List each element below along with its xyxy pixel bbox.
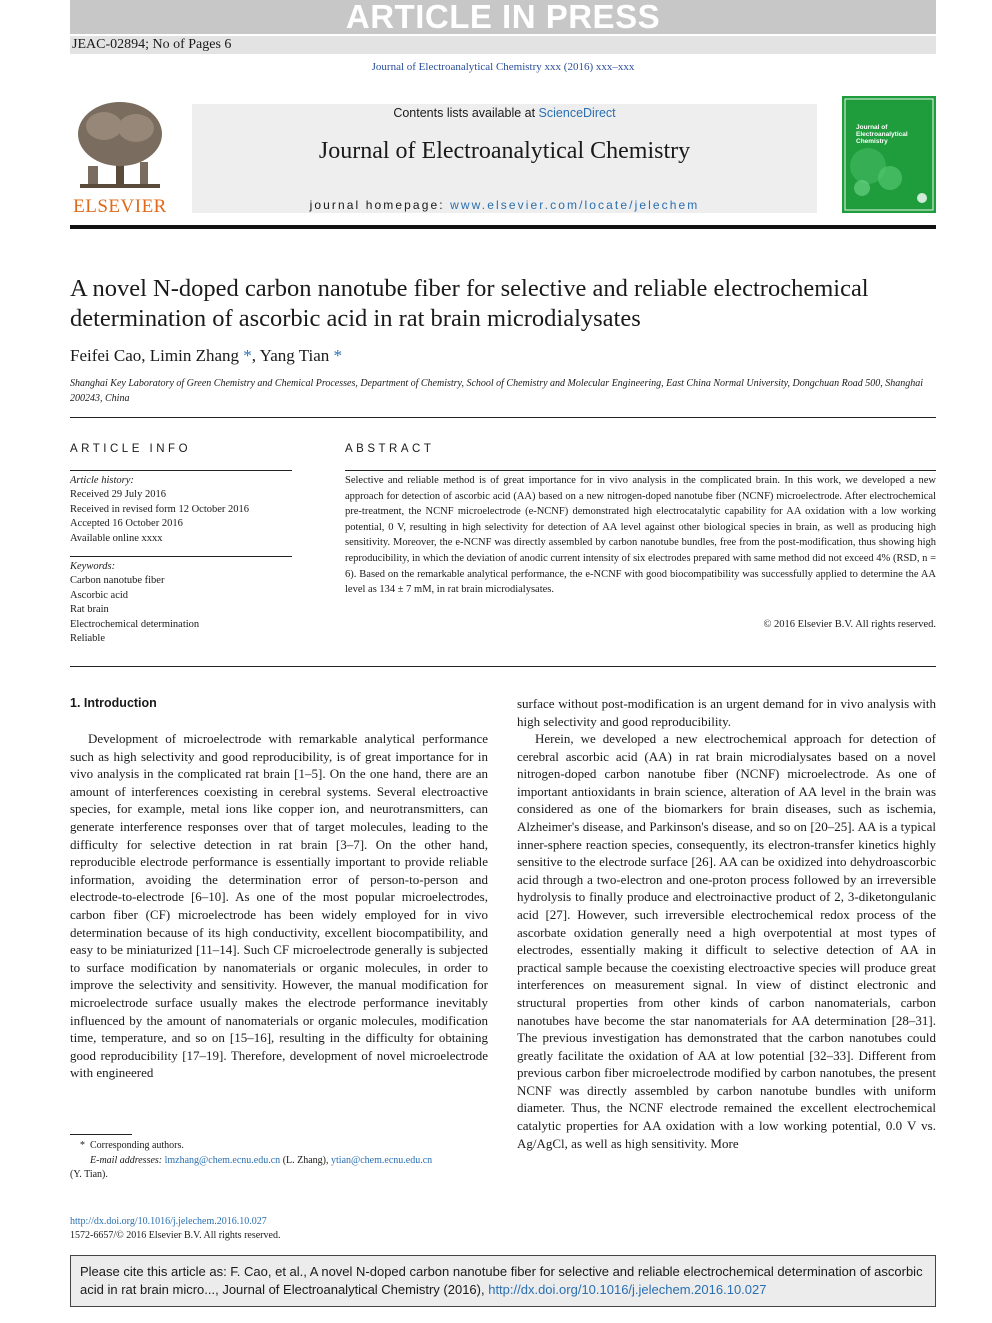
abstract-heading: ABSTRACT	[345, 443, 435, 455]
abstract-text: Selective and reliable method is of great importance for in vivo analysis in the complicated brain. In this work, we developed a new approach for detection of ascorbic acid (AA) based on a new nitrogen-doped nanotube fiber (NCNF) microelectrode. After electrochemical pre-treatment, the NCNF microelectrode (e-NCNF) demonstrated high electrocatalytic capability for AA oxidation with a low working potential, 0 V, resulting in high selectivity for detection of AA level against other biological species in brain, as well as producing high sensitivity. Moreover, the e-NCNF was directly assembled by carbon nanotube bundles, free from the post-modification, thus showing high reproducibility, in which the deviation of anodic current intensity of six electrodes prepared with same method did not exceed 4% (RSD, n = 6). Based on the remarkable analytical performance, the e-NCNF with good biocompatibility was successfully applied to determine the AA level as 134 ± 7 mM, in rat brain microdialysates.	[345, 475, 936, 596]
journal-homepage	[192, 198, 817, 212]
footnote-rule	[70, 1134, 132, 1135]
keyword: Ascorbic acid	[70, 589, 129, 601]
abstract-bottom-rule	[70, 666, 936, 667]
elsevier-wordmark: ELSEVIER	[73, 196, 167, 217]
article-info-heading: ARTICLE INFO	[70, 443, 192, 455]
article-title: A novel N-doped carbon nanotube fiber for selective and reliable electrochemical determination of ascorbic acid in rat brain microdialysates	[70, 275, 869, 332]
email-zhang-name: (L. Zhang),	[280, 1154, 332, 1166]
intro-right-paragraph-2: Herein, we developed a new electrochemical approach for detection of cerebral ascorbic acid (AA) in rat brain microdialysates based on a novel nitrogen-doped carbon nanotube fiber (NCNF) microelectrode. As one of important antioxidants in brain science, alteration of AA level in the brain was considered as one of the biomarkers for brain diseases, such as ischemia, Alzheimer's disease, and Parkinson's disease, and so on [20–25]. AA is a typical inner-sphere reaction species, consequently, its electron-transfer kinetics highly sensitive to the electrode surface [26]. AA can be oxidized into dehydroascorbic acid through a two-electron and one-proton process followed by an irreversible hydrolysis to finally produce and electroinactive product of 2, 3-diketongulanic acid [27]. However, such irreversible electrochemical redox process of the ascorbate oxidation generally need a high overpotential at most types of electrodes, essentially making it difficult to selective detection of AA in practical sample because the coexisting electroactive species will produce great interferences on measurement signal. In view of distinct electronic and structural properties from other kinds of carbon nanomaterials, carbon nanotubes have become the star nanomaterials for AA determination [28–31]. The previous investigation has demonstrated that the carbon nanotubes could greatly facilitate the oxidation of AA at low potential [32–33]. Different from previous carbon fiber microelectrode modified by carbon nanotubes, the present NCNF was directly assembled by carbon nanotube bundles with uniform diameter. Thus, the NCNF electrode remained the excellent electrochemical catalytic properties for AA oxidation with a low working potential, 0.0 V vs. Ag/AgCl, as well as high sensitivity. More	[517, 731, 936, 1151]
history-accepted: Accepted 16 October 2016	[70, 518, 183, 530]
email-zhang-link[interactable]: lmzhang@chem.ecnu.edu.cn	[164, 1154, 281, 1166]
keywords-rule	[70, 556, 292, 557]
corresponding-star-2[interactable]: *	[333, 346, 343, 365]
homepage-label: journal homepage:	[309, 198, 451, 212]
keywords-label: Keywords:	[70, 561, 116, 572]
keyword: Carbon nanotube fiber	[70, 575, 165, 587]
citation-text	[80, 1263, 928, 1299]
corresponding-star-1[interactable]: *	[243, 346, 252, 365]
history-online: Available online xxxx	[70, 532, 163, 544]
running-head[interactable]: Journal of Electroanalytical Chemistry xxx (2016) xxx–xxx	[371, 61, 635, 73]
email-tian-name: (Y. Tian).	[70, 1169, 108, 1180]
affiliation: Shanghai Key Laboratory of Green Chemistry and Chemical Processes, Department of Chemistry, School of Chemistry and Molecular Engineering, East China Normal University, Dongchuan Road 500, Shanghai 200243, China	[70, 378, 924, 404]
footnote	[70, 1139, 488, 1183]
keyword: Electrochemical determination	[70, 618, 200, 630]
intro-left-column: Development of microelectrode with remarkable analytical performance such as high selectivity and good reproducibility, is of great importance for in vivo analysis in the complicated rat brain [1–5]. On the one hand, there are an amount of interferences coexisting in cerebral systems. Several electroactive species, for example, metal ions like copper ion, and neurotransmitters, can generate interference responses over that of target molecules, leading to the difficulty for selective detection in rat brain [3–7]. On the other hand, reproducible electrode performance is essentially important to provide reliable information, avoiding the determination error of person-to-person and electrode-to-electrode [6–10]. As one of the most popular microelectrodes, carbon fiber (CF) microelectrode has been widely employed for in vivo determination because of its high conductivity, excellent biocompatibility, and easy to be miniaturized [11–14]. Such CF microelectrode generally is subjected to surface modification by nanomaterials or organic molecules, in order to improve the selectivity and sensitivity. However, the manual modification for microelectrode surface usually makes the electrode performance inevitably influenced by the amount of nanomaterials or organic molecules, modification time, temperature, and so on [15–16], resulting in the difficulty for obtaining good reproducibility [17–19]. Therefore, development of novel microelectrode with engineered	[70, 731, 488, 1081]
manuscript-id-bar	[70, 36, 936, 54]
keyword: Reliable	[70, 633, 105, 645]
citation-body: Please cite this article as: F. Cao, et al., A novel N-doped carbon nanotube fiber for selective and reliable electrochemical determination of ascorbic acid in rat brain micro..., Journal of Electroanalytical Chemistry (2016),	[80, 1264, 923, 1297]
corresponding-note: * Corresponding authors.	[80, 1140, 184, 1151]
introduction-heading: 1. Introduction	[70, 696, 157, 710]
sciencedirect-link[interactable]: ScienceDirect	[538, 106, 616, 120]
keywords-block	[70, 560, 292, 646]
article-in-press-banner: ARTICLE IN PRESS	[70, 0, 936, 34]
author-3: Yang Tian	[259, 346, 330, 365]
email-line	[70, 1154, 488, 1169]
abstract-rule	[345, 470, 936, 471]
doi-link[interactable]: http://dx.doi.org/10.1016/j.jelechem.2016.10.027	[70, 1216, 267, 1227]
title-rule	[70, 417, 936, 418]
author-1: Feifei Cao,	[70, 346, 150, 365]
corresponding-label: Corresponding authors.	[90, 1140, 184, 1151]
doi-block	[70, 1215, 280, 1243]
header-rule	[70, 225, 936, 229]
article-history	[70, 474, 292, 546]
manuscript-id: JEAC-02894; No of Pages 6	[72, 37, 232, 52]
email-tian-link[interactable]: ytian@chem.ecnu.edu.cn	[331, 1154, 433, 1166]
intro-right-paragraph-1: surface without post-modification is an urgent demand for in vivo analysis with high selectivity and good reproducibility.	[517, 696, 936, 729]
email-label: E-mail addresses:	[90, 1154, 165, 1166]
contents-line	[192, 106, 817, 120]
journal-title: Journal of Electroanalytical Chemistry	[318, 138, 691, 164]
homepage-link[interactable]: www.elsevier.com/locate/jelechem	[450, 198, 700, 212]
author-2: Limin Zhang	[149, 346, 240, 365]
history-received: Received 29 July 2016	[70, 489, 166, 501]
history-revised: Received in revised form 12 October 2016	[70, 503, 250, 515]
cover-title: Journal of Electroanalytical Chemistry	[856, 124, 908, 145]
abstract-copyright: © 2016 Elsevier B.V. All rights reserved.	[763, 619, 936, 630]
article-info-rule	[70, 470, 292, 471]
keyword: Rat brain	[70, 604, 109, 616]
history-label: Article history:	[70, 475, 134, 486]
citation-doi-link[interactable]: http://dx.doi.org/10.1016/j.jelechem.2016.10.027	[488, 1282, 767, 1297]
issn-copyright: 1572-6657/© 2016 Elsevier B.V. All rights reserved.	[70, 1230, 281, 1241]
contents-prefix: Contents lists available at	[393, 106, 539, 120]
author-list: Feifei Cao, Limin Zhang *, Yang Tian *	[70, 346, 343, 365]
journal-cover-image	[842, 96, 936, 213]
